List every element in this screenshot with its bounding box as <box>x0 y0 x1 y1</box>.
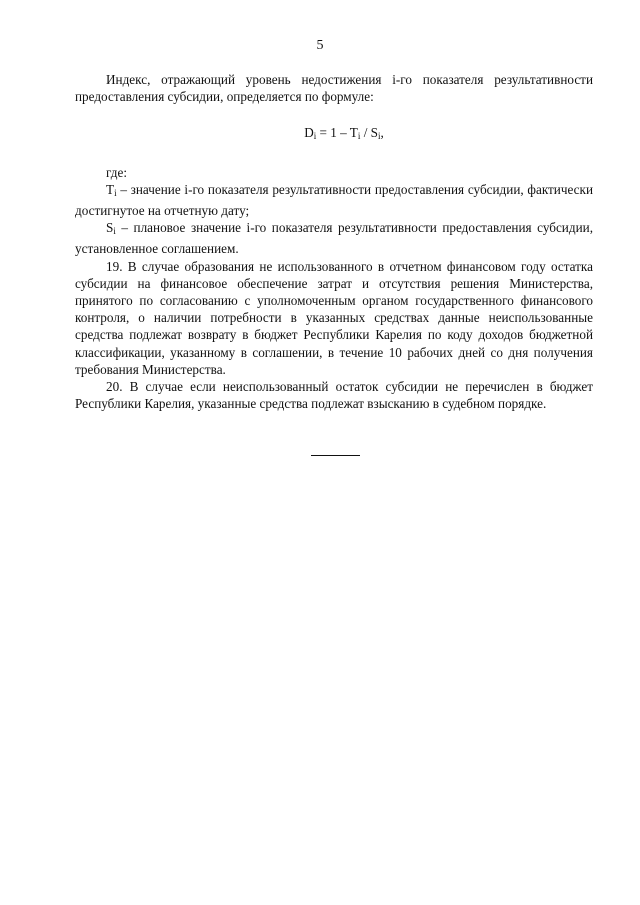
document-body <box>75 71 593 412</box>
definition-s <box>75 219 593 257</box>
definition-t-symbol: T <box>106 181 115 197</box>
formula-divide: / S <box>360 125 378 141</box>
paragraph-20: 20. В случае если неиспользованный остаток субсидии не перечислен в бюджет Республики Карелия, указанные средства подлежат взысканию в судебном порядке. <box>75 379 593 412</box>
formula <box>75 124 593 145</box>
formula-equals: = 1 – T <box>316 125 358 141</box>
formula-t-subscript: i <box>357 131 361 142</box>
paragraph-19: 19. В случае образования не использованного в отчетном финансовом году остатка субсидии на финансовое обеспечение затрат и отсутствия решения Министерства, принятого по согласованию с уполномоченным органом государственного финансового контроля, о наличии потребности в указанных средствах данные неиспользованные средства подлежат возврату в бюджет Республики Карелия по коду доходов бюджетной классификации, указанному в соглашении, в течение 10 рабочих дней со дня получения требования Министерства. <box>75 258 593 377</box>
definition-s-subscript: i <box>113 226 116 237</box>
formula-d: D <box>304 125 314 141</box>
definition-t <box>75 181 593 219</box>
end-of-document-line <box>311 455 360 456</box>
formula-end: , <box>380 125 384 141</box>
page-number: 5 <box>316 38 324 53</box>
definition-t-subscript: i <box>114 187 117 198</box>
formula-s-subscript: i <box>377 131 381 142</box>
definition-t-text: – значение i-го показателя результативности предоставления субсидии, фактически достигнутое на отчетную дату; <box>75 181 593 219</box>
definition-s-symbol: S <box>106 220 114 236</box>
formula-d-subscript: i <box>313 131 317 142</box>
definition-s-text: – плановое значение i-го показателя результативности предоставления субсидии, установленное соглашением. <box>75 220 593 257</box>
paragraph-index-definition: Индекс, отражающий уровень недостижения i-го показателя результативности предоставления субсидии, определяется по формуле: <box>75 72 593 105</box>
where-label: где: <box>106 164 127 180</box>
